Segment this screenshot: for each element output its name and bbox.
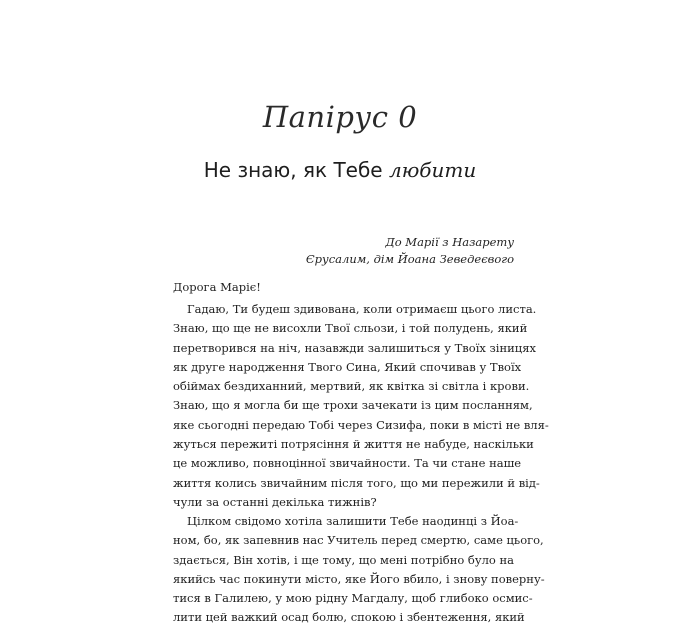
text-line: це можливо, повноцінної звичайности. Та чи стане наше bbox=[173, 456, 522, 471]
epigraph bbox=[306, 234, 514, 268]
chapter-title bbox=[0, 158, 680, 182]
text-line: ном, бо, як запевнив нас Учитель перед смертю, саме цього, bbox=[173, 533, 544, 548]
text-line: лити цей важкий осад болю, спокою і збентеження, який bbox=[173, 610, 525, 625]
epigraph-place: Єрусалим, дім Йоана Зеведеєвого bbox=[305, 252, 514, 266]
text-line: життя колись звичайним після того, що ми пережили й від- bbox=[173, 475, 540, 490]
paragraph-1 bbox=[173, 300, 549, 512]
text-line: здається, Він хотів, і ще тому, що мені потрібно було на bbox=[173, 552, 515, 567]
chapter-title-script: любити bbox=[388, 158, 477, 182]
text-line: Знаю, що ще не висохли Твої сльози, і той полудень, який bbox=[173, 321, 528, 336]
text-line: обіймах бездиханний, мертвий, як квітка зі світла і крови. bbox=[173, 379, 530, 394]
text-line: Цілком свідомо хотіла залишити Тебе наодинці з Йоа- bbox=[187, 514, 519, 528]
text-line: чули за останні декілька тижнів? bbox=[173, 494, 377, 509]
text-line: як друге народження Твого Сина, Який спочивав у Твоїх bbox=[173, 359, 522, 374]
chapter-number: Папірус 0 bbox=[262, 100, 418, 134]
text-line: яке сьогодні передаю Тобі через Сизифа, поки в місті не вля- bbox=[173, 417, 549, 432]
text-line: жуться пережиті потрясіння й життя не набуде, наскільки bbox=[173, 437, 534, 452]
chapter-title-plain: Не знаю, як Тебе bbox=[203, 158, 389, 182]
text-line: якийсь час покинути місто, яке Його вбило, і знову поверну- bbox=[173, 571, 545, 586]
text-line: Гадаю, Ти будеш здивована, коли отримаєш цього листа. bbox=[187, 302, 537, 316]
salutation: Дорога Маріє! bbox=[173, 280, 261, 294]
paragraph-2 bbox=[173, 512, 545, 628]
text-line: Знаю, що я могла би ще трохи зачекати із цим посланням, bbox=[173, 398, 533, 413]
text-line: перетворився на ніч, назавжди залишиться у Твоїх зіницях bbox=[173, 340, 536, 355]
text-line: тися в Галилею, у мою рідну Магдалу, щоб глибоко осмис- bbox=[173, 591, 533, 606]
epigraph-addressee: До Марії з Назарету bbox=[385, 235, 514, 249]
